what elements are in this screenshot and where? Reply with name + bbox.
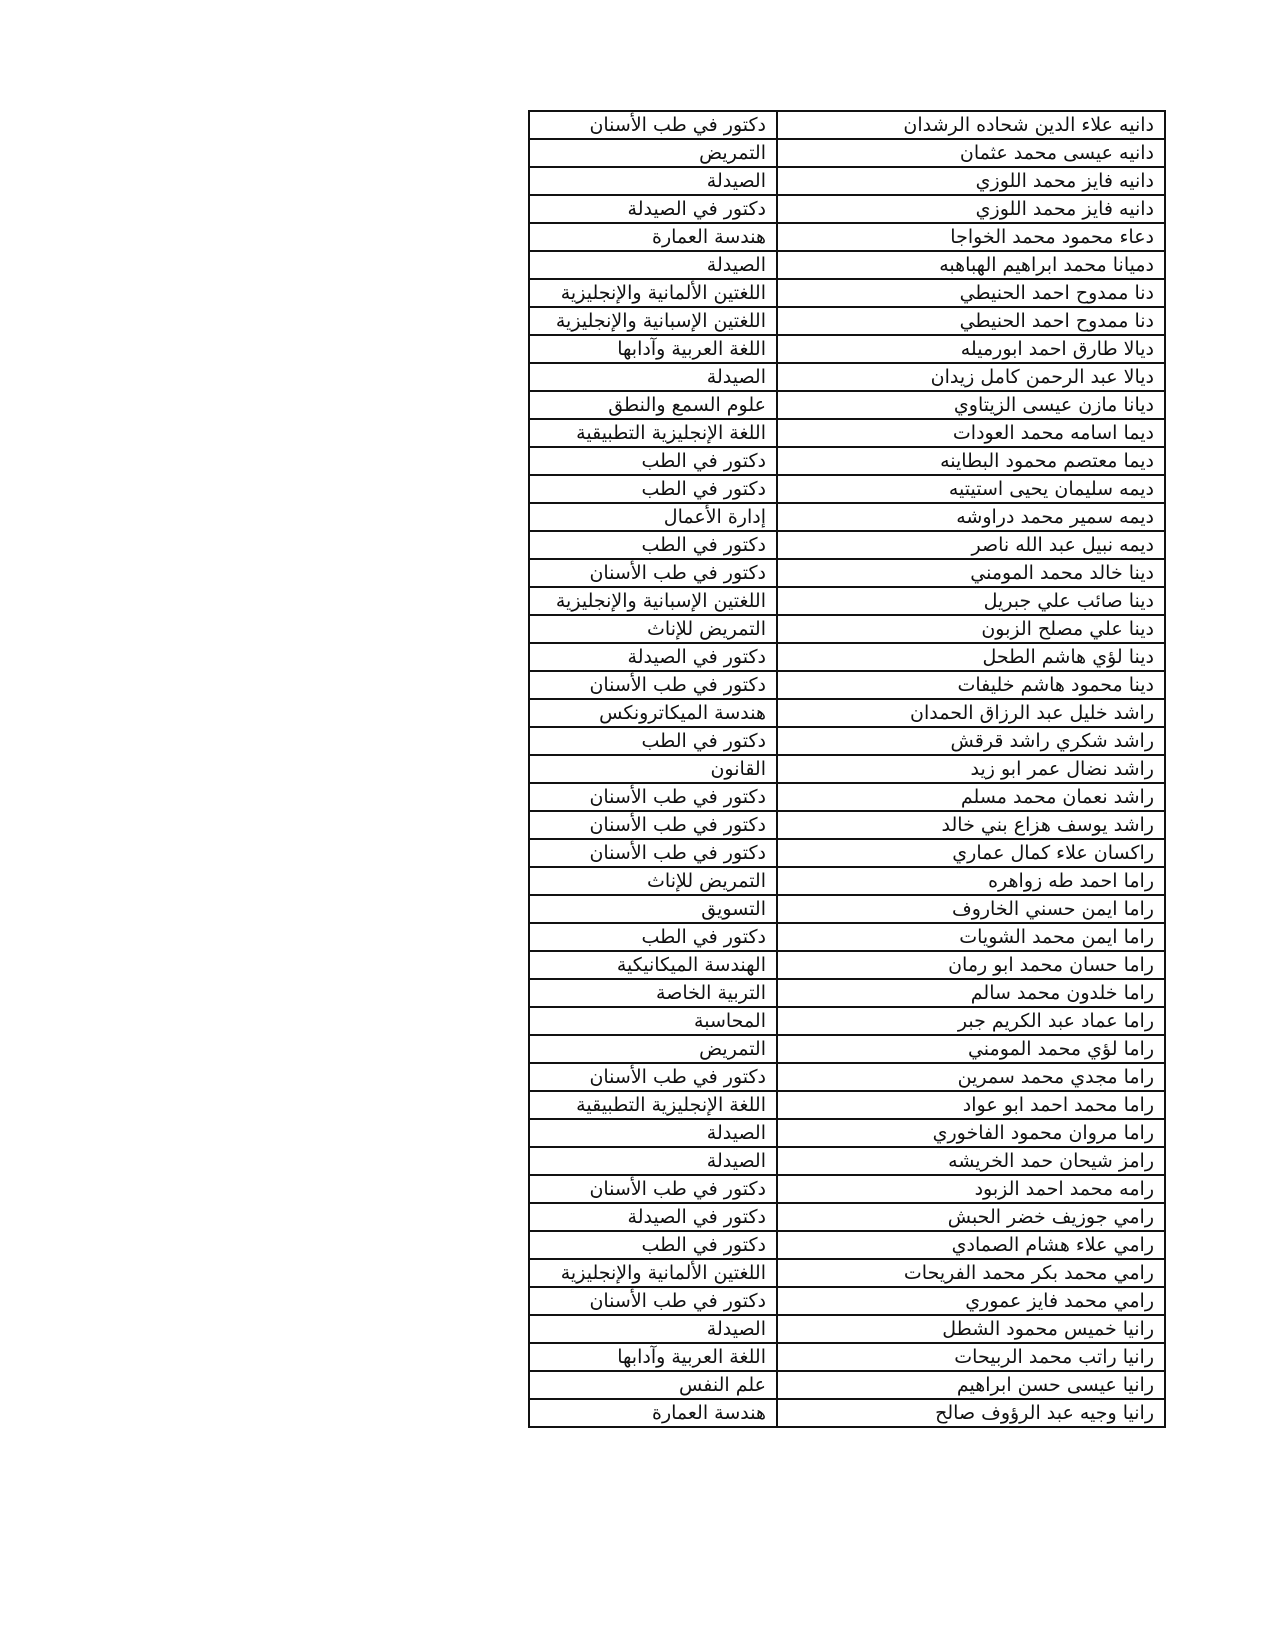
table-row	[529, 1007, 1165, 1035]
student-name-cell: دينا لؤي هاشم الطحل	[777, 643, 1165, 671]
table-row	[529, 1063, 1165, 1091]
major-cell: دكتور في الطب	[529, 727, 777, 755]
student-name-cell: دينا صائب علي جبريل	[777, 587, 1165, 615]
student-name-cell: رانيا عيسى حسن ابراهيم	[777, 1371, 1165, 1399]
table-row	[529, 587, 1165, 615]
major-cell: دكتور في طب الأسنان	[529, 811, 777, 839]
major-cell: الصيدلة	[529, 167, 777, 195]
table-row	[529, 1315, 1165, 1343]
student-name-cell: ديالا طارق احمد ابورميله	[777, 335, 1165, 363]
major-cell: دكتور في طب الأسنان	[529, 783, 777, 811]
student-name-cell: رانيا خميس محمود الشطل	[777, 1315, 1165, 1343]
student-name-cell: دنا ممدوح احمد الحنيطي	[777, 279, 1165, 307]
major-cell: اللغتين الإسبانية والإنجليزية	[529, 307, 777, 335]
student-name-cell: راما محمد احمد ابو عواد	[777, 1091, 1165, 1119]
student-name-cell: راشد نضال عمر ابو زيد	[777, 755, 1165, 783]
student-name-cell: رامه محمد احمد الزبود	[777, 1175, 1165, 1203]
table-row	[529, 615, 1165, 643]
major-cell: دكتور في طب الأسنان	[529, 1287, 777, 1315]
major-cell: الصيدلة	[529, 251, 777, 279]
table-row	[529, 447, 1165, 475]
student-name-cell: رامي محمد بكر محمد الفريحات	[777, 1259, 1165, 1287]
table-row	[529, 223, 1165, 251]
table-row	[529, 1259, 1165, 1287]
student-name-cell: راشد شكري راشد قرقش	[777, 727, 1165, 755]
table-row	[529, 671, 1165, 699]
table-row	[529, 979, 1165, 1007]
major-cell: التمريض للإناث	[529, 867, 777, 895]
student-name-cell: راما لؤي محمد المومني	[777, 1035, 1165, 1063]
major-cell: دكتور في الصيدلة	[529, 1203, 777, 1231]
student-name-cell: دانيه فايز محمد اللوزي	[777, 167, 1165, 195]
student-name-cell: دانيه علاء الدين شحاده الرشدان	[777, 111, 1165, 139]
major-cell: القانون	[529, 755, 777, 783]
table-row	[529, 419, 1165, 447]
major-cell: التمريض	[529, 1035, 777, 1063]
major-cell: الصيدلة	[529, 363, 777, 391]
major-cell: دكتور في الصيدلة	[529, 643, 777, 671]
table-row	[529, 475, 1165, 503]
student-name-cell: راما حسان محمد ابو رمان	[777, 951, 1165, 979]
student-name-cell: دينا علي مصلح الزبون	[777, 615, 1165, 643]
table-row	[529, 1147, 1165, 1175]
major-cell: دكتور في طب الأسنان	[529, 111, 777, 139]
student-name-cell: ديما اسامه محمد العودات	[777, 419, 1165, 447]
major-cell: الصيدلة	[529, 1147, 777, 1175]
table-row	[529, 811, 1165, 839]
table-row	[529, 923, 1165, 951]
major-cell: دكتور في طب الأسنان	[529, 1175, 777, 1203]
major-cell: الهندسة الميكانيكية	[529, 951, 777, 979]
student-name-cell: دنا ممدوح احمد الحنيطي	[777, 307, 1165, 335]
major-cell: الصيدلة	[529, 1119, 777, 1147]
student-name-cell: ديانا مازن عيسى الزيتاوي	[777, 391, 1165, 419]
major-cell: المحاسبة	[529, 1007, 777, 1035]
student-name-cell: ديمه سمير محمد دراوشه	[777, 503, 1165, 531]
student-name-cell: رامي جوزيف خضر الحبش	[777, 1203, 1165, 1231]
table-row	[529, 755, 1165, 783]
student-name-cell: رامي محمد فايز عموري	[777, 1287, 1165, 1315]
student-name-cell: دينا خالد محمد المومني	[777, 559, 1165, 587]
student-name-cell: ديمه نبيل عبد الله ناصر	[777, 531, 1165, 559]
major-cell: دكتور في الطب	[529, 531, 777, 559]
table-row	[529, 867, 1165, 895]
table-row	[529, 167, 1165, 195]
table-row	[529, 531, 1165, 559]
student-name-cell: دانيه عيسى محمد عثمان	[777, 139, 1165, 167]
major-cell: اللغتين الألمانية والإنجليزية	[529, 279, 777, 307]
major-cell: اللغة الإنجليزية التطبيقية	[529, 1091, 777, 1119]
major-cell: هندسة الميكاترونكس	[529, 699, 777, 727]
student-name-cell: رانيا راتب محمد الربيحات	[777, 1343, 1165, 1371]
table-row	[529, 391, 1165, 419]
major-cell: دكتور في طب الأسنان	[529, 839, 777, 867]
major-cell: دكتور في الطب	[529, 923, 777, 951]
student-name-cell: راما عماد عبد الكريم جبر	[777, 1007, 1165, 1035]
table-row	[529, 251, 1165, 279]
table-row	[529, 1287, 1165, 1315]
student-name-cell: راما مروان محمود الفاخوري	[777, 1119, 1165, 1147]
major-cell: دكتور في طب الأسنان	[529, 1063, 777, 1091]
table-row	[529, 139, 1165, 167]
major-cell: اللغة العربية وآدابها	[529, 335, 777, 363]
table-row	[529, 1371, 1165, 1399]
student-name-cell: ديما معتصم محمود البطاينه	[777, 447, 1165, 475]
student-name-cell: راشد نعمان محمد مسلم	[777, 783, 1165, 811]
table-row	[529, 111, 1165, 139]
major-cell: دكتور في طب الأسنان	[529, 671, 777, 699]
major-cell: اللغة العربية وآدابها	[529, 1343, 777, 1371]
student-name-cell: راما ايمن حسني الخاروف	[777, 895, 1165, 923]
table-row	[529, 1231, 1165, 1259]
major-cell: اللغتين الألمانية والإنجليزية	[529, 1259, 777, 1287]
student-name-cell: دانيه فايز محمد اللوزي	[777, 195, 1165, 223]
student-name-cell: راما ايمن محمد الشويات	[777, 923, 1165, 951]
major-cell: اللغتين الإسبانية والإنجليزية	[529, 587, 777, 615]
table-row	[529, 951, 1165, 979]
table-row	[529, 559, 1165, 587]
major-cell: دكتور في طب الأسنان	[529, 559, 777, 587]
table-row	[529, 363, 1165, 391]
table-row	[529, 335, 1165, 363]
major-cell: التمريض للإناث	[529, 615, 777, 643]
table-row	[529, 1119, 1165, 1147]
table-row	[529, 727, 1165, 755]
table-row	[529, 839, 1165, 867]
major-cell: هندسة العمارة	[529, 223, 777, 251]
table-row	[529, 195, 1165, 223]
major-cell: دكتور في الصيدلة	[529, 195, 777, 223]
student-major-table	[528, 110, 1166, 1428]
student-name-cell: رانيا وجيه عبد الرؤوف صالح	[777, 1399, 1165, 1427]
table-row	[529, 699, 1165, 727]
major-cell: التسويق	[529, 895, 777, 923]
table-row	[529, 1343, 1165, 1371]
major-cell: التمريض	[529, 139, 777, 167]
major-cell: الصيدلة	[529, 1315, 777, 1343]
major-cell: هندسة العمارة	[529, 1399, 777, 1427]
table-row	[529, 1175, 1165, 1203]
table-row	[529, 643, 1165, 671]
student-name-cell: راما احمد طه زواهره	[777, 867, 1165, 895]
major-cell: علوم السمع والنطق	[529, 391, 777, 419]
major-cell: دكتور في الطب	[529, 475, 777, 503]
student-name-cell: راما مجدي محمد سمرين	[777, 1063, 1165, 1091]
student-name-cell: راشد يوسف هزاع بني خالد	[777, 811, 1165, 839]
table-row	[529, 503, 1165, 531]
major-cell: اللغة الإنجليزية التطبيقية	[529, 419, 777, 447]
student-name-cell: رامز شيحان حمد الخريشه	[777, 1147, 1165, 1175]
table-row	[529, 783, 1165, 811]
student-name-cell: راشد خليل عبد الرزاق الحمدان	[777, 699, 1165, 727]
table-row	[529, 1091, 1165, 1119]
student-name-cell: ديالا عبد الرحمن كامل زيدان	[777, 363, 1165, 391]
table-row	[529, 307, 1165, 335]
student-name-cell: ديمه سليمان يحيى استيتيه	[777, 475, 1165, 503]
student-name-cell: دميانا محمد ابراهيم الهباهبه	[777, 251, 1165, 279]
major-cell: إدارة الأعمال	[529, 503, 777, 531]
student-name-cell: راكسان علاء كمال عماري	[777, 839, 1165, 867]
table-row	[529, 1399, 1165, 1427]
student-name-cell: دعاء محمود محمد الخواجا	[777, 223, 1165, 251]
major-cell: دكتور في الطب	[529, 447, 777, 475]
table-row	[529, 1035, 1165, 1063]
major-cell: علم النفس	[529, 1371, 777, 1399]
student-name-cell: رامي علاء هشام الصمادي	[777, 1231, 1165, 1259]
table-row	[529, 1203, 1165, 1231]
table-row	[529, 895, 1165, 923]
table-row	[529, 279, 1165, 307]
major-cell: التربية الخاصة	[529, 979, 777, 1007]
student-name-cell: راما خلدون محمد سالم	[777, 979, 1165, 1007]
table-body	[529, 111, 1165, 1427]
student-name-cell: دينا محمود هاشم خليفات	[777, 671, 1165, 699]
major-cell: دكتور في الطب	[529, 1231, 777, 1259]
